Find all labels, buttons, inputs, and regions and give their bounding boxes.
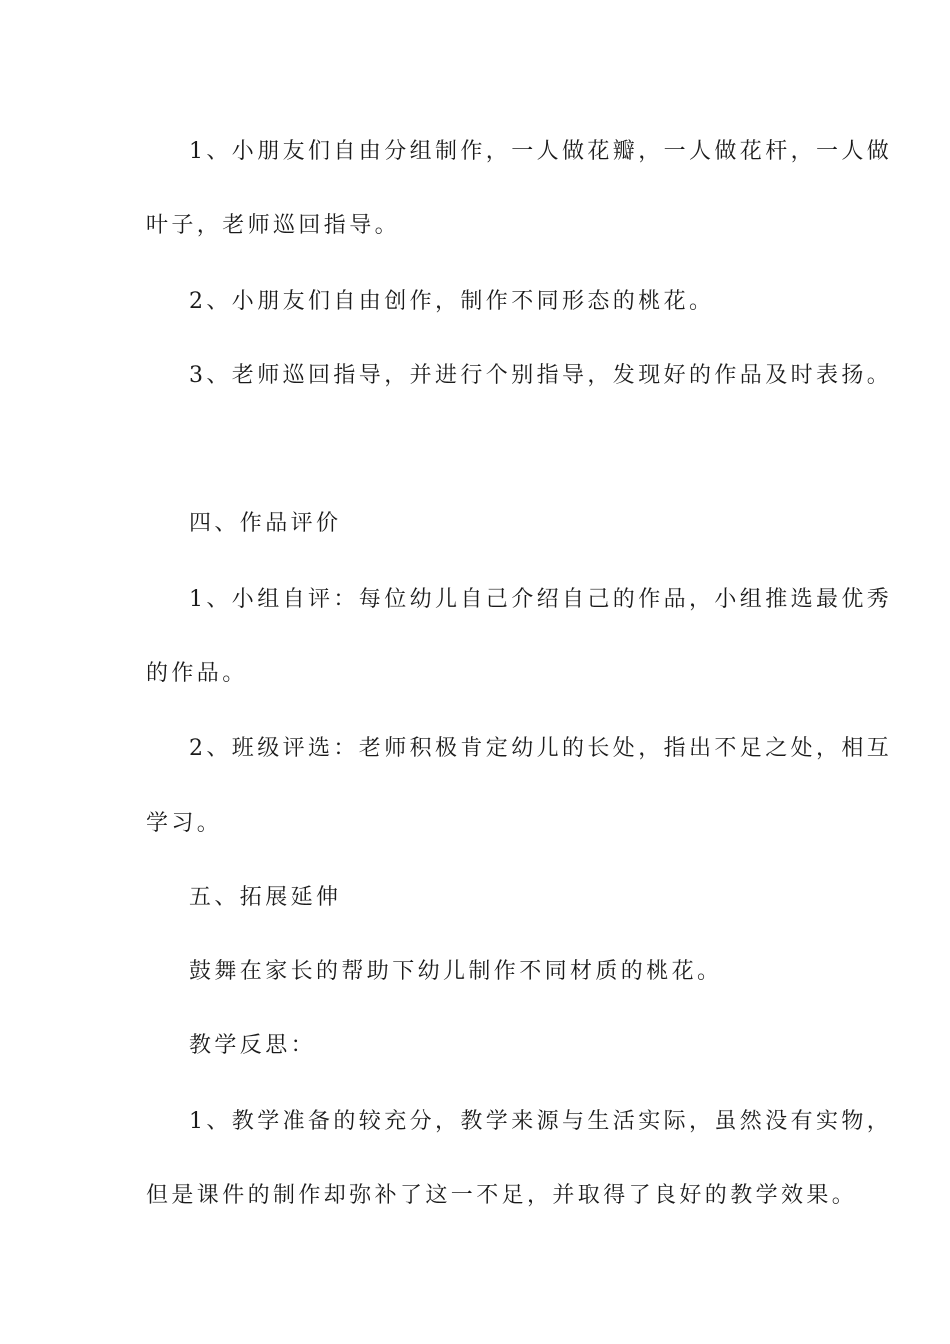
section-heading-reflection: 教学反思： [189, 1033, 317, 1058]
section-heading-extension: 五、拓展延伸 [189, 885, 342, 910]
paragraph-reflection-1: 1、教学准备的较充分，教学来源与生活实际，虽然没有实物， [189, 1109, 893, 1134]
paragraph-evaluation-2-cont: 学习。 [146, 811, 223, 836]
paragraph-activity-step-1-cont: 叶子，老师巡回指导。 [146, 213, 401, 238]
section-heading-evaluation: 四、作品评价 [189, 511, 342, 536]
paragraph-evaluation-1-cont: 的作品。 [146, 661, 248, 686]
paragraph-activity-step-2: 2、小朋友们自由创作，制作不同形态的桃花。 [189, 289, 715, 314]
paragraph-reflection-1-cont: 但是课件的制作却弥补了这一不足，并取得了良好的教学效果。 [146, 1183, 858, 1208]
paragraph-evaluation-1: 1、小组自评：每位幼儿自己介绍自己的作品，小组推选最优秀 [189, 587, 893, 612]
paragraph-activity-step-3: 3、老师巡回指导，并进行个别指导，发现好的作品及时表扬。 [189, 363, 893, 388]
paragraph-activity-step-1: 1、小朋友们自由分组制作，一人做花瓣，一人做花杆，一人做 [189, 139, 893, 164]
paragraph-extension: 鼓舞在家长的帮助下幼儿制作不同材质的桃花。 [189, 959, 723, 984]
paragraph-evaluation-2: 2、班级评选：老师积极肯定幼儿的长处，指出不足之处，相互 [189, 736, 893, 761]
